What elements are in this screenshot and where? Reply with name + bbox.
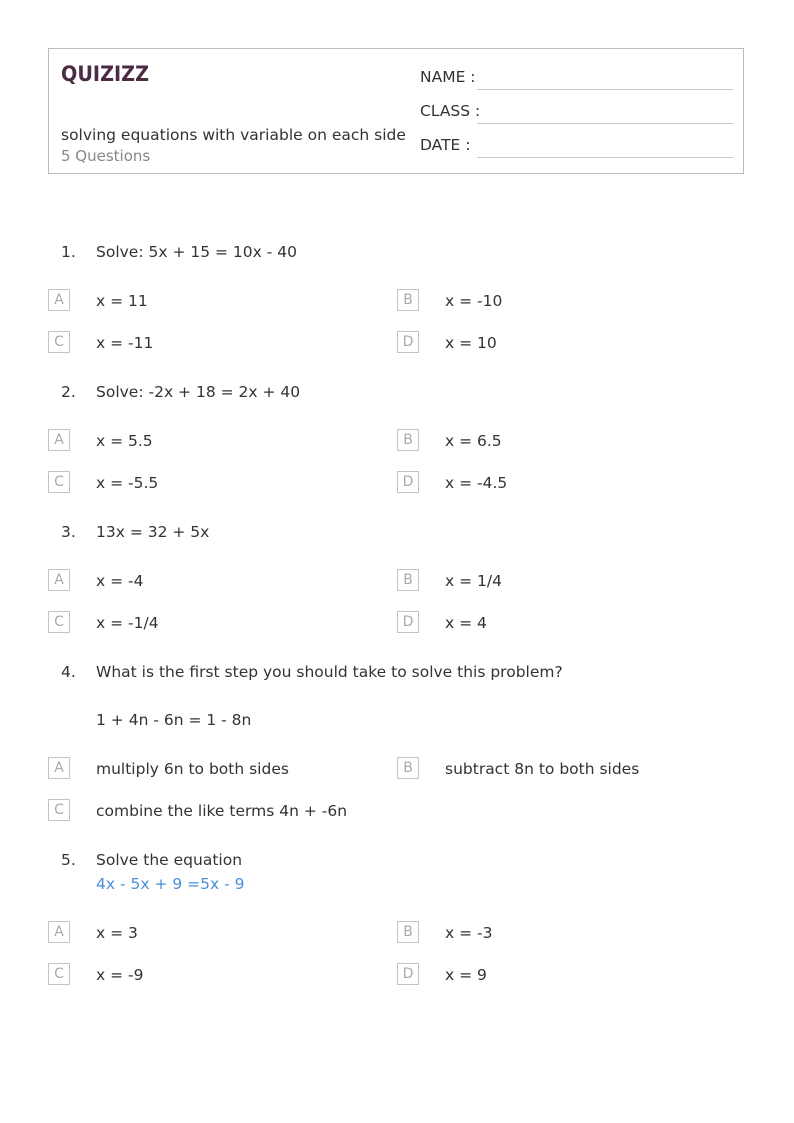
option-c-box[interactable]: C (48, 963, 70, 985)
option-d-box[interactable]: D (397, 331, 419, 353)
option-text: x = -1/4 (96, 614, 159, 632)
worksheet-title: solving equations with variable on each side (61, 126, 406, 144)
option-d-box[interactable]: D (397, 963, 419, 985)
option-b-box[interactable]: B (397, 569, 419, 591)
question-number: 4. (61, 663, 76, 681)
worksheet-header (48, 48, 744, 174)
option-b-box[interactable]: B (397, 921, 419, 943)
option-d-box[interactable]: D (397, 611, 419, 633)
question-equation: 1 + 4n - 6n = 1 - 8n (96, 711, 252, 729)
option-c-box[interactable]: C (48, 471, 70, 493)
option-text: x = 1/4 (445, 572, 502, 590)
question-number: 1. (61, 243, 76, 261)
option-a-box[interactable]: A (48, 757, 70, 779)
option-text: x = -4 (96, 572, 144, 590)
option-b-box[interactable]: B (397, 289, 419, 311)
question-text: Solve: 5x + 15 = 10x - 40 (96, 243, 297, 261)
class-field[interactable] (477, 123, 733, 124)
option-text: x = -5.5 (96, 474, 159, 492)
question-count: 5 Questions (61, 147, 151, 165)
option-text: x = 5.5 (96, 432, 153, 450)
option-text: x = 4 (445, 614, 487, 632)
quizizz-logo (61, 61, 151, 85)
option-text: x = 11 (96, 292, 148, 310)
option-text: x = 10 (445, 334, 497, 352)
name-label: NAME : (420, 68, 476, 86)
option-c-box[interactable]: C (48, 799, 70, 821)
question-number: 3. (61, 523, 76, 541)
option-b-box[interactable]: B (397, 757, 419, 779)
option-text: x = -4.5 (445, 474, 508, 492)
question-text: What is the first step you should take to solve this problem? (96, 663, 563, 681)
option-a-box[interactable]: A (48, 921, 70, 943)
option-text: subtract 8n to both sides (445, 760, 640, 778)
option-text: x = -11 (96, 334, 154, 352)
date-field[interactable] (477, 157, 733, 158)
option-text: x = 6.5 (445, 432, 502, 450)
option-a-box[interactable]: A (48, 429, 70, 451)
option-text: x = 3 (96, 924, 138, 942)
question-number: 2. (61, 383, 76, 401)
option-b-box[interactable]: B (397, 429, 419, 451)
question-text: 13x = 32 + 5x (96, 523, 210, 541)
option-c-box[interactable]: C (48, 331, 70, 353)
option-text: multiply 6n to both sides (96, 760, 289, 778)
class-label: CLASS : (420, 102, 481, 120)
option-a-box[interactable]: A (48, 569, 70, 591)
question-text: Solve: -2x + 18 = 2x + 40 (96, 383, 301, 401)
option-text: x = -3 (445, 924, 493, 942)
svg-text:QUIZIZZ: QUIZIZZ (61, 62, 149, 85)
option-d-box[interactable]: D (397, 471, 419, 493)
question-text: Solve the equation (96, 851, 243, 869)
question-number: 5. (61, 851, 76, 869)
name-field[interactable] (477, 89, 733, 90)
option-c-box[interactable]: C (48, 611, 70, 633)
option-text: x = -9 (96, 966, 144, 984)
question-equation: 4x - 5x + 9 =5x - 9 (96, 875, 245, 893)
option-text: x = 9 (445, 966, 487, 984)
option-a-box[interactable]: A (48, 289, 70, 311)
date-label: DATE : (420, 136, 471, 154)
option-text: combine the like terms 4n + -6n (96, 802, 348, 820)
option-text: x = -10 (445, 292, 503, 310)
